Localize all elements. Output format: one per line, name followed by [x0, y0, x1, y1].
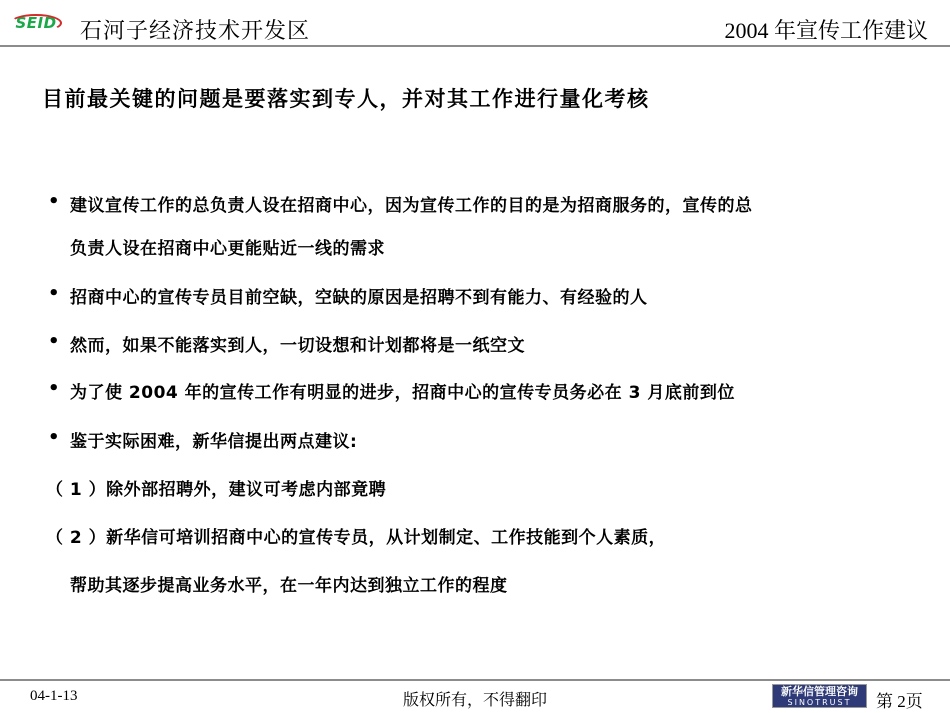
- document-title: 2004 年宣传工作建议: [724, 18, 928, 43]
- sinotrust-logo: [772, 684, 867, 708]
- body-line-2: 负责人设在招商中心更能贴近一线的需求: [70, 239, 385, 259]
- seid-logo: [8, 12, 64, 34]
- footer-copyright: 版权所有，不得翻印: [402, 690, 547, 709]
- sinotrust-logo-en: SINOTRUST: [787, 697, 852, 707]
- bullet-3: •: [48, 331, 60, 352]
- footer-divider: [0, 679, 950, 681]
- page-number: 第 2页: [876, 692, 923, 711]
- body-line-6: 鉴于实际困难，新华信提出两点建议:: [70, 432, 358, 452]
- bullet-5: •: [48, 427, 60, 448]
- body-line-1: 建议宣传工作的总负责人设在招商中心，因为宣传工作的目的是为招商服务的，宣传的总: [70, 196, 753, 216]
- bullet-1: •: [48, 191, 60, 212]
- org-name: 石河子经济技术开发区: [80, 19, 311, 44]
- footer-date: 04-1-13: [30, 688, 78, 704]
- body-line-9: 帮助其逐步提高业务水平，在一年内达到独立工作的程度: [70, 576, 508, 596]
- header-divider: [0, 45, 950, 47]
- body-line-3: 招商中心的宣传专员目前空缺，空缺的原因是招聘不到有能力、有经验的人: [70, 288, 648, 308]
- sinotrust-logo-cn: 新华信管理咨询: [781, 684, 858, 698]
- body-line-8: （ 2 ）新华信可培训招商中心的宣传专员，从计划制定、工作技能到个人素质，: [46, 528, 667, 548]
- body-line-4: 然而，如果不能落实到人，一切设想和计划都将是一纸空文: [70, 336, 525, 356]
- slide-title: 目前最关键的问题是要落实到专人，并对其工作进行量化考核: [42, 87, 650, 111]
- slide-header: [0, 0, 950, 48]
- bullet-4: •: [48, 378, 60, 399]
- logo-text: SEID: [15, 14, 57, 32]
- body-line-7: （ 1 ）除外部招聘外，建议可考虑内部竟聘: [46, 480, 387, 500]
- bullet-2: •: [48, 283, 60, 304]
- body-line-5: 为了使 2004 年的宣传工作有明显的进步，招商中心的宣传专员务必在 3 月底前到位: [70, 383, 735, 403]
- logo-ring: [10, 14, 62, 32]
